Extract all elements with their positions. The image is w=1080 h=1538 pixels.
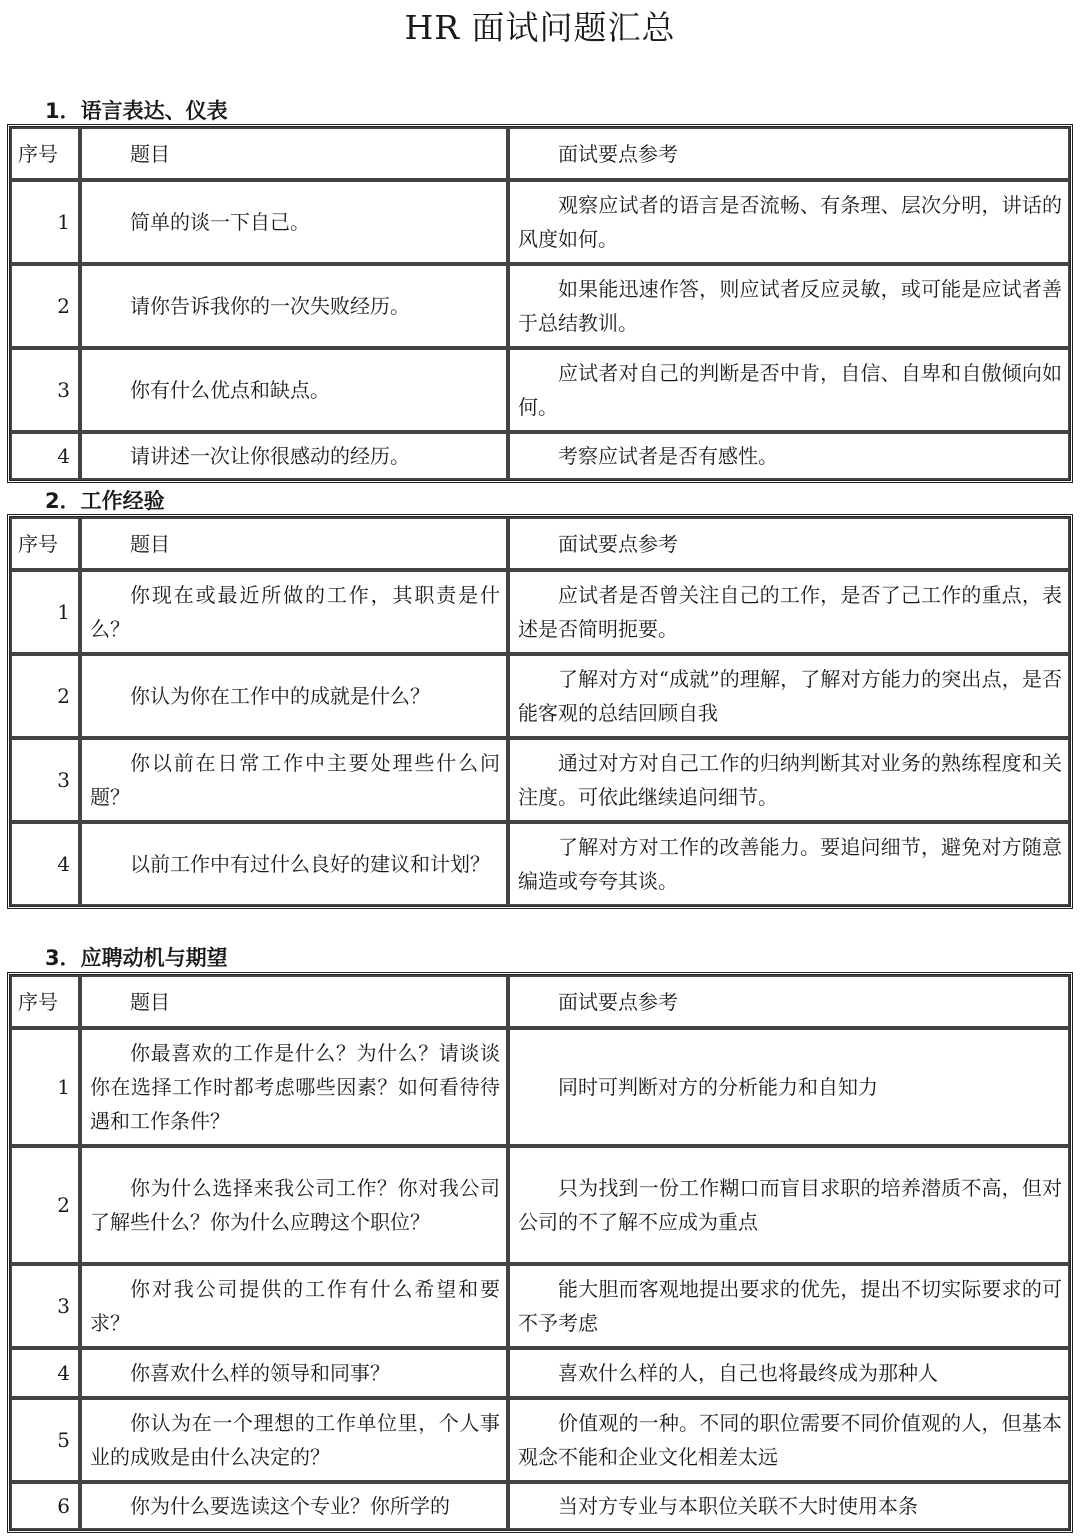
- table-row: [10, 348, 1070, 432]
- reference-cell: 同时可判断对方的分析能力和自知力: [508, 1028, 1070, 1146]
- reference-cell: 通过对方对自己工作的归纳判断其对业务的熟练程度和关注度。可依此继续追问细节。: [508, 738, 1070, 822]
- row-number: 1: [10, 1028, 80, 1146]
- table-header-row: [10, 127, 1070, 180]
- row-number: 1: [10, 180, 80, 264]
- column-header-question: 题目: [80, 127, 508, 180]
- section-heading: 3．应聘动机与期望: [45, 946, 228, 970]
- row-number: 4: [10, 1348, 80, 1398]
- question-cell: 你现在或最近所做的工作，其职责是什么？: [80, 570, 508, 654]
- table-row: [10, 1146, 1070, 1264]
- question-cell: 你为什么要选读这个专业？你所学的: [80, 1482, 508, 1530]
- row-number: 2: [10, 1146, 80, 1264]
- reference-cell: 如果能迅速作答，则应试者反应灵敏，或可能是应试者善于总结教训。: [508, 264, 1070, 348]
- question-cell: 简单的谈一下自己。: [80, 180, 508, 264]
- section-2-table: [7, 514, 1073, 909]
- column-header-number: 序号: [10, 127, 80, 180]
- table-row: [10, 738, 1070, 822]
- column-header-question: 题目: [80, 517, 508, 570]
- question-cell: 你对我公司提供的工作有什么希望和要求？: [80, 1264, 508, 1348]
- column-header-number: 序号: [10, 517, 80, 570]
- reference-cell: 考察应试者是否有感性。: [508, 432, 1070, 480]
- table-row: [10, 1348, 1070, 1398]
- table-header-row: [10, 517, 1070, 570]
- column-header-question: 题目: [80, 975, 508, 1028]
- page-title: HR 面试问题汇总: [404, 8, 676, 47]
- table-row: [10, 432, 1070, 480]
- question-cell: 你认为在一个理想的工作单位里，个人事业的成败是由什么决定的？: [80, 1398, 508, 1482]
- question-cell: 请讲述一次让你很感动的经历。: [80, 432, 508, 480]
- reference-cell: 应试者是否曾关注自己的工作，是否了己工作的重点，表述是否简明扼要。: [508, 570, 1070, 654]
- row-number: 3: [10, 1264, 80, 1348]
- table-row: [10, 264, 1070, 348]
- reference-cell: 喜欢什么样的人，自己也将最终成为那种人: [508, 1348, 1070, 1398]
- row-number: 6: [10, 1482, 80, 1530]
- question-cell: 你为什么选择来我公司工作？你对我公司了解些什么？你为什么应聘这个职位？: [80, 1146, 508, 1264]
- row-number: 2: [10, 654, 80, 738]
- reference-cell: 只为找到一份工作糊口而盲目求职的培养潜质不高，但对公司的不了解不应成为重点: [508, 1146, 1070, 1264]
- column-header-reference: 面试要点参考: [508, 127, 1070, 180]
- section-1-table: [7, 124, 1073, 483]
- question-cell: 以前工作中有过什么良好的建议和计划？: [80, 822, 508, 906]
- column-header-reference: 面试要点参考: [508, 517, 1070, 570]
- table-row: [10, 654, 1070, 738]
- question-cell: 你认为你在工作中的成就是什么？: [80, 654, 508, 738]
- section-heading: 1．语言表达、仪表: [45, 99, 228, 123]
- row-number: 3: [10, 738, 80, 822]
- reference-cell: 当对方专业与本职位关联不大时使用本条: [508, 1482, 1070, 1530]
- reference-cell: 能大胆而客观地提出要求的优先，提出不切实际要求的可不予考虑: [508, 1264, 1070, 1348]
- row-number: 3: [10, 348, 80, 432]
- table-row: [10, 1028, 1070, 1146]
- table-row: [10, 1482, 1070, 1530]
- section-3-table: [7, 972, 1073, 1533]
- row-number: 4: [10, 822, 80, 906]
- section-heading: 2．工作经验: [45, 489, 165, 513]
- question-cell: 你最喜欢的工作是什么？为什么？请谈谈你在选择工作时都考虑哪些因素？如何看待待遇和工作条件？: [80, 1028, 508, 1146]
- reference-cell: 了解对方对“成就”的理解，了解对方能力的突出点，是否能客观的总结回顾自我: [508, 654, 1070, 738]
- question-cell: 你有什么优点和缺点。: [80, 348, 508, 432]
- table-header-row: [10, 975, 1070, 1028]
- row-number: 4: [10, 432, 80, 480]
- reference-cell: 价值观的一种。不同的职位需要不同价值观的人，但基本观念不能和企业文化相差太远: [508, 1398, 1070, 1482]
- row-number: 1: [10, 570, 80, 654]
- question-cell: 你喜欢什么样的领导和同事？: [80, 1348, 508, 1398]
- table-row: [10, 570, 1070, 654]
- table-row: [10, 1398, 1070, 1482]
- table-row: [10, 822, 1070, 906]
- reference-cell: 观察应试者的语言是否流畅、有条理、层次分明，讲话的风度如何。: [508, 180, 1070, 264]
- row-number: 5: [10, 1398, 80, 1482]
- reference-cell: 了解对方对工作的改善能力。要追问细节，避免对方随意编造或夸夸其谈。: [508, 822, 1070, 906]
- question-cell: 你以前在日常工作中主要处理些什么问题？: [80, 738, 508, 822]
- reference-cell: 应试者对自己的判断是否中肯，自信、自卑和自傲倾向如何。: [508, 348, 1070, 432]
- table-row: [10, 1264, 1070, 1348]
- table-row: [10, 180, 1070, 264]
- row-number: 2: [10, 264, 80, 348]
- column-header-reference: 面试要点参考: [508, 975, 1070, 1028]
- column-header-number: 序号: [10, 975, 80, 1028]
- question-cell: 请你告诉我你的一次失败经历。: [80, 264, 508, 348]
